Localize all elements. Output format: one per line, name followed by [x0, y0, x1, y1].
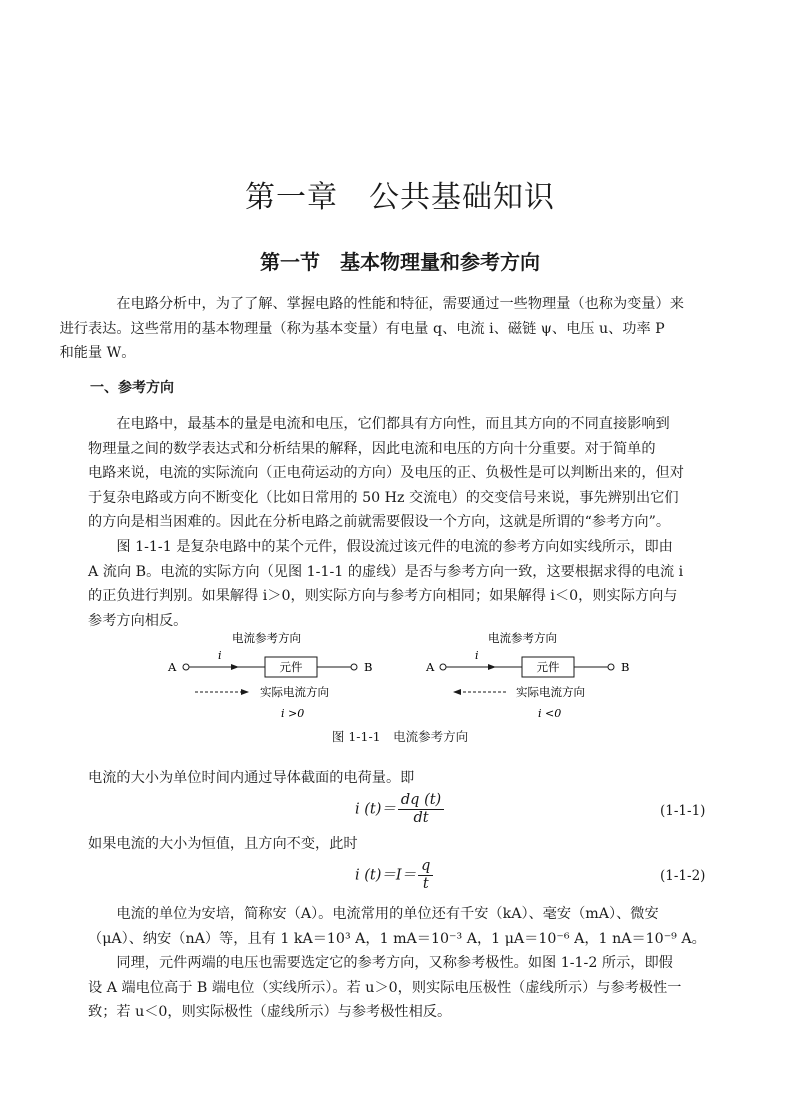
- node-b-label: B: [364, 660, 373, 674]
- text-line: 电路来说，电流的实际流向（正电荷运动的方向）及电压的正、负极性是可以判断出来的，但对: [88, 465, 684, 481]
- text-line: 电流的单位为安培，简称安（A）。电流常用的单位还有千安（kA）、毫安（mA）、微安: [116, 906, 659, 922]
- node-b-label: B: [621, 660, 630, 674]
- paragraph-direction: [88, 412, 712, 535]
- text-line: 图 1-1-1 是复杂电路中的某个元件，假设流过该元件的电流的参考方向如实线所示，即由: [116, 539, 673, 555]
- condition-label: i >0: [281, 707, 305, 720]
- actual-direction-label: 实际电流方向: [260, 685, 329, 699]
- node-b-terminal: [351, 664, 357, 670]
- diagram-positive: [167, 631, 372, 720]
- fraction-denominator: dt: [413, 810, 429, 826]
- node-b-terminal: [608, 664, 614, 670]
- chapter-title: 第一章 公共基础知识: [245, 180, 555, 215]
- current-symbol: i: [475, 649, 479, 662]
- intro-paragraph: [59, 292, 712, 366]
- element-label: 元件: [536, 660, 560, 674]
- section-title: 第一节 基本物理量和参考方向: [260, 250, 540, 274]
- subheading-reference-direction: 一、参考方向: [90, 380, 174, 396]
- figure-caption: 图 1-1-1 电流参考方向: [331, 729, 469, 744]
- diagram-negative: [425, 631, 629, 720]
- fraction-numerator: dq (t): [398, 792, 444, 810]
- text-line: （μA）、纳安（nA）等，且有 1 kA＝10³ A，1 mA＝10⁻³ A，1 μA＝10⁻⁶ A，1 nA＝10⁻⁹ A。: [88, 930, 706, 947]
- text-line: 在电路中，最基本的量是电流和电压，它们都具有方向性，而且其方向的不同直接影响到: [116, 416, 670, 432]
- fraction-numerator: q: [418, 858, 433, 876]
- text-line: 的正负进行判别。如果解得 i＞0，则实际方向与参考方向相同；如果解得 i＜0，则实际方向与: [88, 588, 678, 604]
- text-line: A 流向 B。电流的实际方向（见图 1-1-1 的虚线）是否与参考方向一致，这要根据求得的电流 i: [88, 563, 684, 580]
- equation-2: [355, 858, 433, 893]
- equation-number: (1-1-2): [660, 868, 706, 884]
- text-line: 和能量 W。: [59, 345, 136, 361]
- text-line: 同理，元件两端的电压也需要选定它的参考方向，又称参考极性。如图 1-1-2 所示，即假: [116, 955, 673, 971]
- text-line: 在电路分析中，为了了解、掌握电路的性能和特征，需要通过一些物理量（也称为变量）来: [116, 296, 684, 312]
- text-line: 于复杂电路或方向不断变化（比如日常用的 50 Hz 交流电）的交变信号来说，事先辨别出它们: [88, 489, 679, 506]
- text-line: 进行表达。这些常用的基本物理量（称为基本变量）有电量 q、电流 i、磁链 ψ、电压 u、功率 P: [59, 320, 665, 337]
- node-a-terminal: [440, 664, 446, 670]
- equation-lhs: i (t)＝: [355, 801, 396, 818]
- equation-lhs: i (t)＝I＝: [355, 867, 417, 884]
- text-line: 致；若 u＜0，则实际极性（虚线所示）与参考极性相反。: [88, 1004, 452, 1020]
- text-line: 设 A 端电位高于 B 端电位（实线所示）。若 u＞0，则实际电压极性（虚线所示）与参考极性一: [88, 979, 682, 996]
- paragraph-voltage-reference: [88, 951, 712, 1025]
- node-a-terminal: [183, 664, 189, 670]
- equation-number: (1-1-1): [660, 803, 706, 819]
- equation-fraction: [418, 858, 433, 893]
- paragraph-units: [88, 902, 712, 951]
- node-a-label: A: [168, 660, 177, 674]
- current-symbol: i: [218, 649, 222, 662]
- equation-1: [355, 792, 444, 827]
- equation-fraction: [398, 792, 444, 827]
- reference-direction-label: 电流参考方向: [232, 631, 301, 645]
- text-line: 的方向是相当困难的。因此在分析电路之前就需要假设一个方向，这就是所谓的“参考方向”。: [88, 514, 671, 530]
- paragraph-current-definition: 电流的大小为单位时间内通过导体截面的电荷量。即: [88, 770, 415, 786]
- node-a-label: A: [426, 660, 435, 674]
- reference-direction-label: 电流参考方向: [488, 631, 557, 645]
- condition-label: i <0: [538, 707, 562, 720]
- text-line: 参考方向相反。: [88, 612, 188, 629]
- paragraph-constant-current: 如果电流的大小为恒值，且方向不变，此时: [88, 836, 358, 852]
- actual-direction-label: 实际电流方向: [516, 685, 585, 699]
- element-label: 元件: [279, 660, 303, 674]
- fraction-denominator: t: [422, 876, 429, 892]
- text-line: 物理量之间的数学表达式和分析结果的解释，因此电流和电压的方向十分重要。对于简单的: [88, 440, 656, 457]
- paragraph-figure-intro: [88, 535, 712, 633]
